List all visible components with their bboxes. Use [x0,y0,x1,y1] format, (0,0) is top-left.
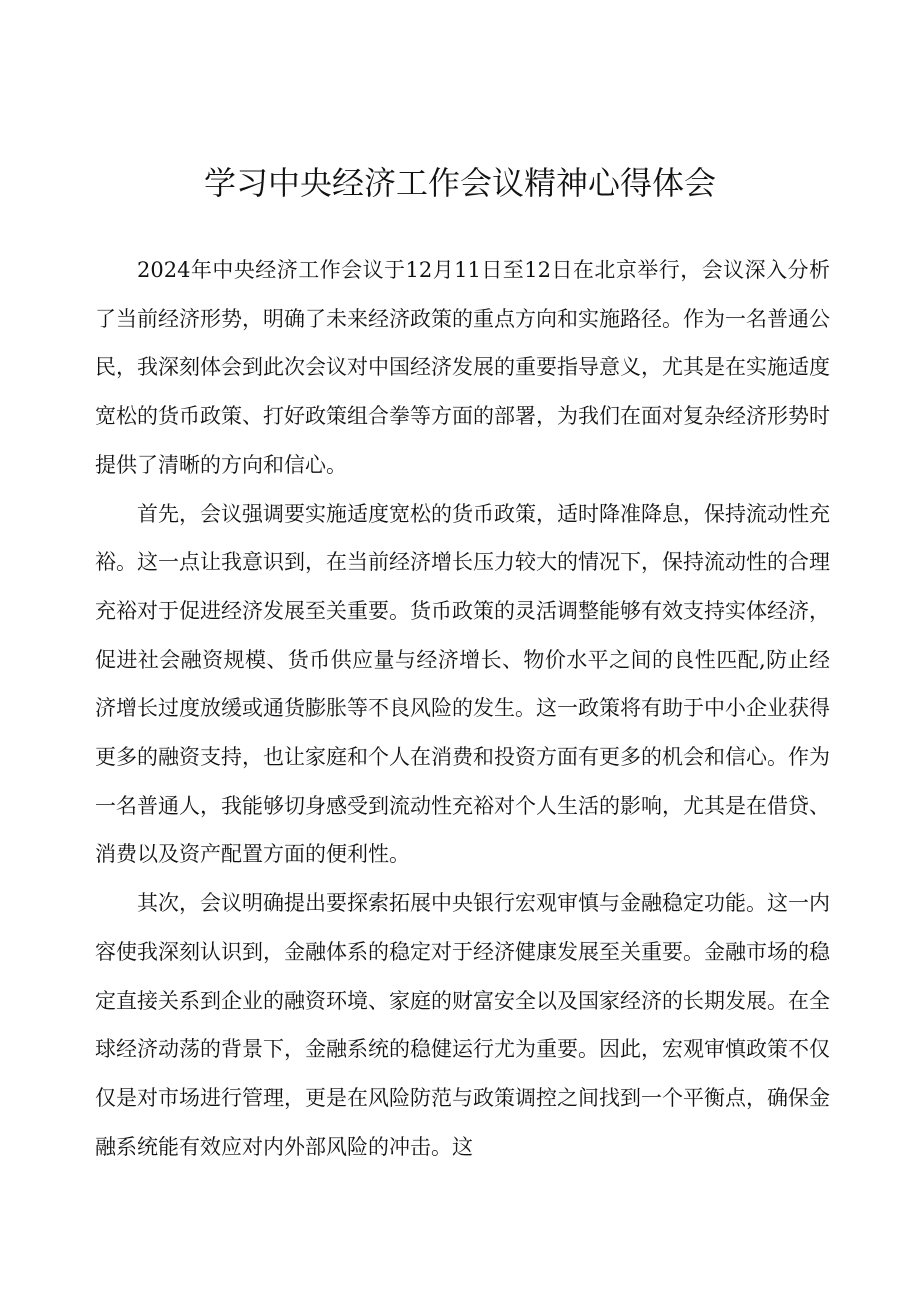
document-title: 学习中央经济工作会议精神心得体会 [203,164,716,202]
paragraph-second-point: 其次，会议明确提出要探索拓展中央银行宏观审慎与金融稳定功能。这一内容使我深刻认识到，金融体系的稳定对于经济健康发展至关重要。金融市场的稳定直接关系到企业的融资环境、家庭的财富安全以及国家经济的长期发展。在全球经济动荡的背景下，金融系统的稳健运行尤为重要。因此，宏观审慎政策不仅仅是对市场进行管理，更是在风险防范与政策调控之间找到一个平衡点，确保金融系统能有效应对内外部风险的冲击。这 [95,891,830,1159]
document-body [95,246,830,1171]
paragraph-intro: 2024年中央经济工作会议于12月11日至12日在北京举行，会议深入分析了当前经济形势，明确了未来经济政策的重点方向和实施路径。作为一名普通公民，我深刻体会到此次会议对中国经济发展的重要指导意义，尤其是在实施适度宽松的货币政策、打好政策组合拳等方面的部署，为我们在面对复杂经济形势时提供了清晰的方向和信心。 [95,258,830,477]
paragraph-first-point: 首先，会议强调要实施适度宽松的货币政策，适时降准降息，保持流动性充裕。这一点让我意识到，在当前经济增长压力较大的情况下，保持流动性的合理充裕对于促进经济发展至关重要。货币政策的灵活调整能够有效支持实体经济，促进社会融资规模、货币供应量与经济增长、物价水平之间的良性匹配,防止经济增长过度放缓或通货膨胀等不良风险的发生。这一政策将有助于中小企业获得更多的融资支持，也让家庭和个人在消费和投资方面有更多的机会和信心。作为一名普通人，我能够切身感受到流动性充裕对个人生活的影响，尤其是在借贷、消费以及资产配置方面的便利性。 [95,501,830,867]
